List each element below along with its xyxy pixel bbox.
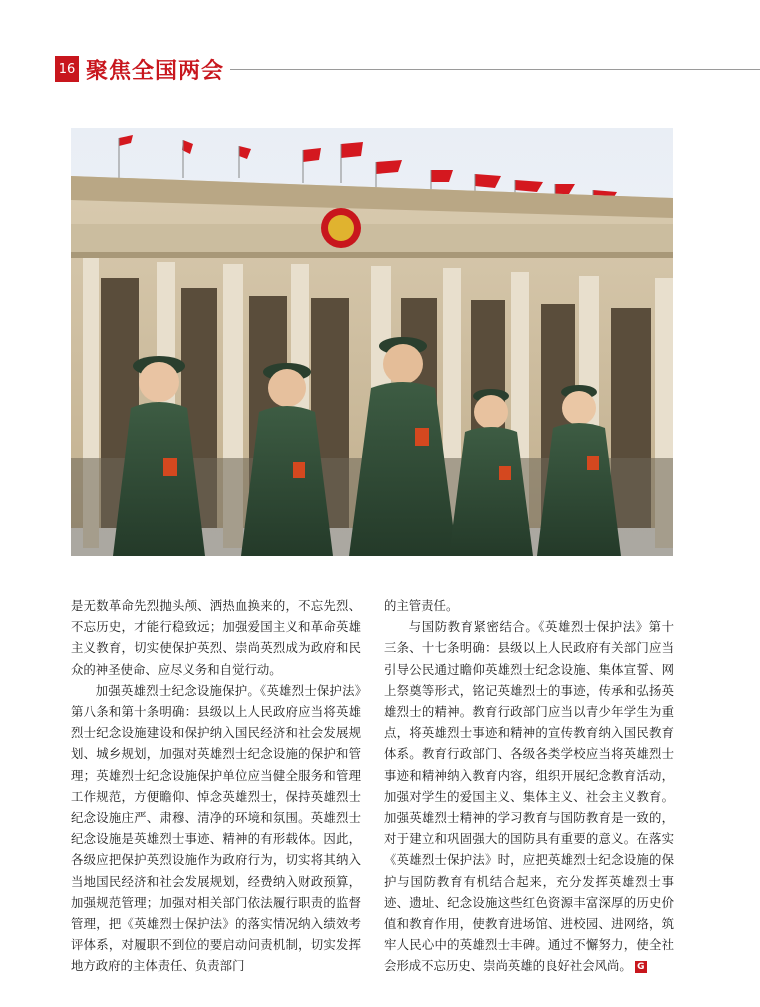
article-paragraph: 加强英雄烈士纪念设施保护。《英雄烈士保护法》第八条和第十条明确：县级以上人民政府应当将英雄烈士纪念设施建设和保护纳入国民经济和社会发展规划、城乡规划，加强对英雄烈士纪念设施的保护和管理；英雄烈士纪念设施保护单位应当健全服务和管理工作规范，方便瞻仰、悼念英雄烈士，保持英雄烈士纪念设施庄严、肃穆、清净的环境和氛围。英雄烈士纪念设施是英雄烈士事迹、精神的有形载体。因此，各级应把保护英烈设施作为政府行为，切实将其纳入当地国民经济和社会发展规划，经费纳入财政预算，加强规范管理；加强对相关部门依法履行职责的监督管理，把《英雄烈士保护法》的落实情况纳入绩效考评体系，对履职不到位的要启动问责机制，切实发挥地方政府的主体责任、负责部门 [71, 682, 361, 974]
article-column-right [384, 595, 674, 977]
article-paragraph: 是无数革命先烈抛头颅、洒热血换来的，不忘先烈、不忘历史，才能行稳致远；加强爱国主义和革命英雄主义教育，切实使保护英烈、崇尚英烈成为政府和民众的神圣使命、应尽义务和自觉行动。 [71, 598, 361, 677]
great-hall-delegates-image [71, 128, 673, 556]
article-paragraph-text: 与国防教育紧密结合。《英雄烈士保护法》第十三条、十七条明确：县级以上人民政府有关部门应当引导公民通过瞻仰英雄烈士纪念设施、集体宣誓、网上祭奠等形式，铭记英雄烈士的事迹，传承和弘扬英雄烈士的精神。教育行政部门应当以青少年学生为重点，将英雄烈士事迹和精神的宣传教育纳入国民教育体系。教育行政部门、各级各类学校应当将英雄烈士事迹和精神纳入教育内容，组织开展纪念教育活动，加强对学生的爱国主义、集体主义、社会主义教育。加强英雄烈士精神的学习教育与国防教育是一致的，对于建立和巩固强大的国防具有重要的意义。在落实《英雄烈士保护法》时，应把英雄烈士纪念设施的保护与国防教育有机结合起来，充分发挥英雄烈士事迹、遗址、纪念设施这些红色资源丰富深厚的历史价值和教育作用，使教育进场馆、进校园、进网络，筑牢人民心中的英雄烈士丰碑。通过不懈努力，使全社会形成不忘历史、崇尚英雄的良好社会风尚。 [384, 619, 674, 974]
article-paragraph-last [384, 616, 674, 976]
article-photo [71, 128, 673, 556]
article-column-left [71, 595, 361, 977]
page-number: 16 [55, 56, 79, 82]
header-rule [230, 69, 760, 70]
article-paragraph: 的主管责任。 [384, 598, 459, 613]
page-header [0, 0, 760, 100]
section-title: 聚焦全国两会 [86, 59, 225, 84]
end-mark-icon: G [635, 961, 647, 973]
